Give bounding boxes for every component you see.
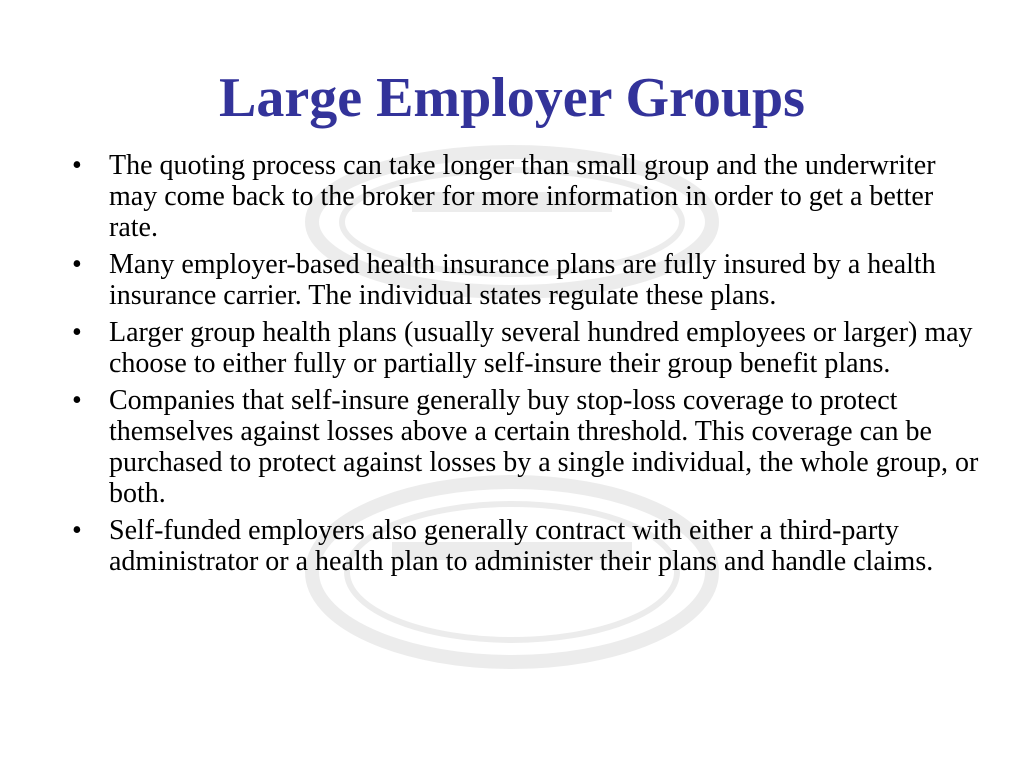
bullet-item — [72, 385, 982, 509]
bullet-icon: • — [72, 249, 82, 280]
bullet-list — [72, 150, 982, 583]
bullet-icon: • — [72, 515, 82, 546]
bullet-icon: • — [72, 317, 82, 348]
bullet-item — [72, 150, 982, 243]
bullet-item — [72, 515, 982, 577]
bullet-icon: • — [72, 150, 82, 181]
bullet-item — [72, 317, 982, 379]
bullet-text: Many employer-based health insurance plans are fully insured by a health insurance carrier. The individual states regulate these plans. — [109, 249, 936, 311]
bullet-item — [72, 249, 982, 311]
bullet-icon: • — [72, 385, 82, 416]
bullet-text: Self-funded employers also generally contract with either a third-party administrator or a health plan to administer their plans and handle claims. — [109, 515, 934, 577]
bullet-text: The quoting process can take longer than small group and the underwriter may come back to the broker for more information in order to get a better rate. — [109, 150, 936, 243]
bullet-text: Companies that self-insure generally buy stop-loss coverage to protect themselves against losses above a certain threshold. This coverage can be purchased to protect against losses by a single individual, the whole group, or both. — [109, 385, 979, 509]
bullet-text: Larger group health plans (usually several hundred employees or larger) may choose to either fully or partially self-insure their group benefit plans. — [109, 317, 973, 379]
slide-title: Large Employer Groups — [219, 67, 805, 129]
